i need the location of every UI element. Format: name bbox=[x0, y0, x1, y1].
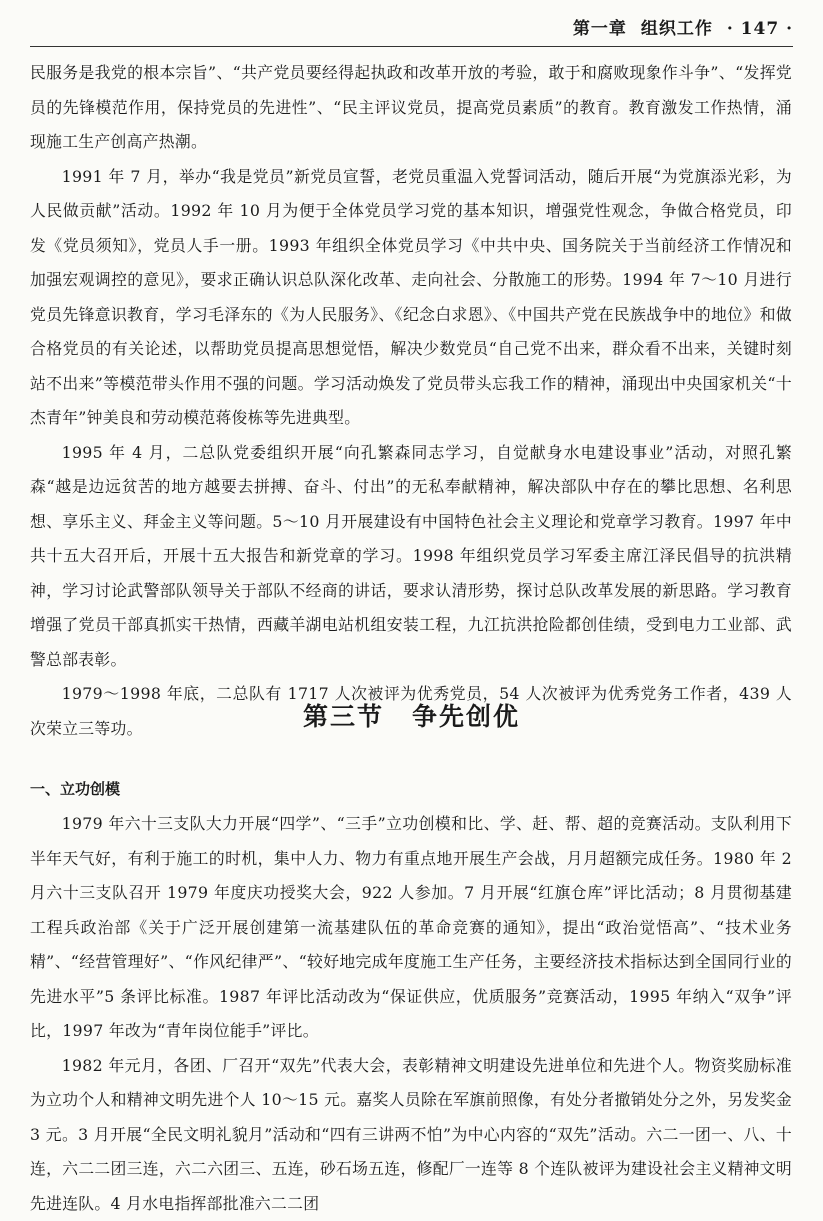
section-number: 第三节 bbox=[303, 702, 384, 731]
chapter-title: 组织工作 bbox=[641, 19, 713, 39]
paragraph: 民服务是我党的根本宗旨”、“共产党员要经得起执政和改革开放的考验，敢于和腐败现象作斗争”、“发挥党员的先锋模范作用，保持党员的先进性”、“民主评议党员，提高党员素质”的教育。教育激发工作热情，涌现施工生产创高产热潮。 bbox=[30, 56, 792, 160]
body-text-top bbox=[30, 56, 792, 746]
page-number: · 147 · bbox=[727, 19, 793, 39]
paragraph: 1979 年六十三支队大力开展“四学”、“三手”立功创模和比、学、赶、帮、超的竞赛活动。支队利用下半年天气好，有利于施工的时机，集中人力、物力有重点地开展生产会战，月月超额完成任务。1980 年 2 月六十三支队召开 1979 年度庆功授奖大会，922 人参加。7 月开展“红旗仓库”评比活动；8 月贯彻基建工程兵政治部《关于广泛开展创建第一流基建队伍的革命竞赛的通知》，提出“政治觉悟高”、“技术业务精”、“经营管理好”、“作风纪律严”、“较好地完成年度施工生产任务，主要经济技术指标达到全国同行业的先进水平”5 条评比标准。1987 年评比活动改为“保证供应，优质服务”竞赛活动，1995 年纳入“双争”评比，1997 年改为“青年岗位能手”评比。 bbox=[30, 807, 792, 1049]
chapter-label: 第一章 bbox=[573, 19, 627, 39]
paragraph: 1995 年 4 月，二总队党委组织开展“向孔繁森同志学习，自觉献身水电建设事业”活动，对照孔繁森“越是边远贫苦的地方越要去拼搏、奋斗、付出”的无私奉献精神，解决部队中存在的攀比思想、名利思想、享乐主义、拜金主义等问题。5～10 月开展建设有中国特色社会主义理论和党章学习教育。1997 年中共十五大召开后，开展十五大报告和新党章的学习。1998 年组织党员学习军委主席江泽民倡导的抗洪精神，学习讨论武警部队领导关于部队不经商的讲话，要求认清形势，探讨总队改革发展的新思路。学习教育增强了党员干部真抓实干热情，西藏羊湖电站机组安装工程，九江抗洪抢险都创佳绩，受到电力工业部、武警总部表彰。 bbox=[30, 436, 792, 678]
paragraph: 1982 年元月，各团、厂召开“双先”代表大会，表彰精神文明建设先进单位和先进个人。物资奖励标准为立功个人和精神文明先进个人 10～15 元。嘉奖人员除在军旗前照像，有处分者撤销处分之外，另发奖金 3 元。3 月开展“全民文明礼貌月”活动和“四有三讲两不怕”为中心内容的“双先”活动。六二一团一、八、十连，六二二团三连，六二六团三、五连，砂石场五连，修配厂一连等 8 个连队被评为建设社会主义精神文明先进连队。4 月水电指挥部批准六二二团 bbox=[30, 1049, 792, 1221]
section-title: 争先创优 bbox=[412, 702, 520, 731]
running-header bbox=[30, 12, 793, 47]
body-text-bottom bbox=[30, 807, 792, 1221]
section-heading bbox=[0, 697, 823, 733]
paragraph: 1979～1998 年底，二总队有 1717 人次被评为优秀党员，54 人次被评为优秀党务工作者，439 人次荣立三等功。 bbox=[30, 677, 792, 746]
subheading: 一、立功创模 bbox=[30, 778, 120, 799]
paragraph: 1991 年 7 月，举办“我是党员”新党员宣誓，老党员重温入党誓词活动，随后开展“为党旗添光彩，为人民做贡献”活动。1992 年 10 月为便于全体党员学习党的基本知识，增强党性观念，争做合格党员，印发《党员须知》，党员人手一册。1993 年组织全体党员学习《中共中央、国务院关于当前经济工作情况和加强宏观调控的意见》，要求正确认识总队深化改革、走向社会、分散施工的形势。1994 年 7～10 月进行党员先锋意识教育，学习毛泽东的《为人民服务》、《纪念白求恩》、《中国共产党在民族战争中的地位》和做合格党员的有关论述，以帮助党员提高思想觉悟，解决少数党员“自己党不出来，群众看不出来，关键时刻站不出来”等模范带头作用不强的问题。学习活动焕发了党员带头忘我工作的精神，涌现出中央国家机关“十杰青年”钟美良和劳动模范蒋俊栋等先进典型。 bbox=[30, 160, 792, 436]
